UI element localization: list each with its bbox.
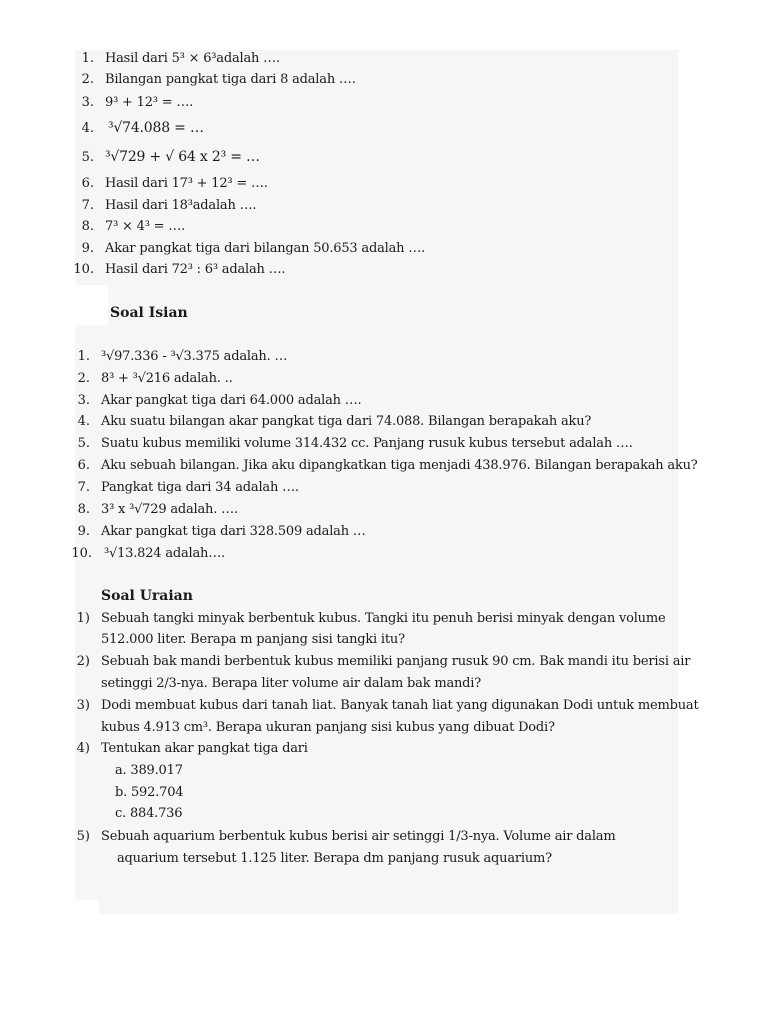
list-item: Bilangan pangkat tiga dari 8 adalah …. — [105, 72, 356, 87]
sub-item: b. 592.704 — [115, 785, 184, 800]
list-item: ³√97.336 - ³√3.375 adalah. … — [101, 349, 288, 364]
list-item-line: Sebuah bak mandi berbentuk kubus memiliki panjang rusuk 90 cm. Bak mandi itu berisi air — [101, 654, 691, 669]
list-item: Pangkat tiga dari 34 adalah …. — [101, 480, 299, 495]
list-item-line: Dodi membuat kubus dari tanah liat. Banyak tanah liat yang digunakan Dodi untuk membuat — [101, 698, 699, 713]
list-item: Aku sebuah bilangan. Jika aku dipangkatkan tiga menjadi 438.976. Bilangan berapakah aku? — [101, 458, 698, 473]
list-item: ³√729 + √ 64 x 2³ = … — [105, 149, 260, 165]
list-number: 1) — [76, 611, 90, 626]
section-title-isian: Soal Isian — [110, 305, 188, 321]
list-number: 3. — [77, 393, 90, 408]
list-number: 10. — [73, 262, 94, 277]
list-item: Suatu kubus memiliki volume 314.432 cc. Panjang rusuk kubus tersebut adalah …. — [101, 436, 633, 451]
list-number: 9. — [77, 524, 90, 539]
list-item: Hasil dari 18³adalah …. — [105, 198, 257, 213]
sub-item: a. 389.017 — [115, 763, 183, 778]
list-item-line: aquarium tersebut 1.125 liter. Berapa dm panjang rusuk aquarium? — [117, 851, 552, 866]
list-item: 9³ + 12³ = …. — [105, 95, 194, 110]
list-number: 1. — [77, 349, 90, 364]
list-number: 6. — [77, 458, 90, 473]
list-number: 7. — [77, 480, 90, 495]
list-number: 5. — [81, 150, 94, 165]
list-number: 2) — [76, 654, 90, 669]
list-number: 4. — [77, 414, 90, 429]
list-item-line: 512.000 liter. Berapa m panjang sisi tangki itu? — [101, 632, 405, 647]
list-number: 7. — [81, 198, 94, 213]
list-item: 7³ × 4³ = …. — [105, 219, 186, 234]
list-number: 9. — [81, 241, 94, 256]
list-item: 8³ + ³√216 adalah. .. — [101, 371, 233, 386]
list-item-line: setinggi 2/3-nya. Berapa liter volume air dalam bak mandi? — [101, 676, 482, 691]
list-number: 10. — [71, 546, 92, 561]
list-number: 1. — [81, 51, 94, 66]
list-number: 3) — [76, 698, 90, 713]
sub-item: c. 884.736 — [115, 806, 183, 821]
list-item-line: kubus 4.913 cm³. Berapa ukuran panjang sisi kubus yang dibuat Dodi? — [101, 720, 555, 735]
section-title-uraian: Soal Uraian — [101, 588, 193, 604]
list-number: 4. — [81, 121, 94, 136]
list-number: 4) — [76, 741, 90, 756]
list-item: Aku suatu bilangan akar pangkat tiga dari 74.088. Bilangan berapakah aku? — [101, 414, 592, 429]
list-item: ³√13.824 adalah…. — [104, 546, 225, 561]
list-number: 8. — [81, 219, 94, 234]
list-item: Akar pangkat tiga dari 328.509 adalah … — [101, 524, 366, 539]
list-item: Akar pangkat tiga dari bilangan 50.653 adalah …. — [105, 241, 426, 256]
list-number: 5. — [77, 436, 90, 451]
list-item-line: Tentukan akar pangkat tiga dari — [101, 741, 308, 756]
list-number: 3. — [81, 95, 94, 110]
list-item-line: Sebuah aquarium berbentuk kubus berisi air setinggi 1/3-nya. Volume air dalam — [101, 829, 616, 844]
list-number: 2. — [81, 72, 94, 87]
list-item: ³√74.088 = … — [108, 120, 204, 136]
list-item: Akar pangkat tiga dari 64.000 adalah …. — [101, 393, 362, 408]
list-item-line: Sebuah tangki minyak berbentuk kubus. Tangki itu penuh berisi minyak dengan volume — [101, 611, 666, 626]
list-item: Hasil dari 17³ + 12³ = …. — [105, 176, 268, 191]
list-number: 5) — [76, 829, 90, 844]
list-number: 2. — [77, 371, 90, 386]
list-number: 6. — [81, 176, 94, 191]
list-item: 3³ x ³√729 adalah. …. — [101, 502, 238, 517]
list-item: Hasil dari 5³ × 6³adalah …. — [105, 51, 280, 66]
list-number: 8. — [77, 502, 90, 517]
list-item: Hasil dari 72³ : 6³ adalah …. — [105, 262, 286, 277]
